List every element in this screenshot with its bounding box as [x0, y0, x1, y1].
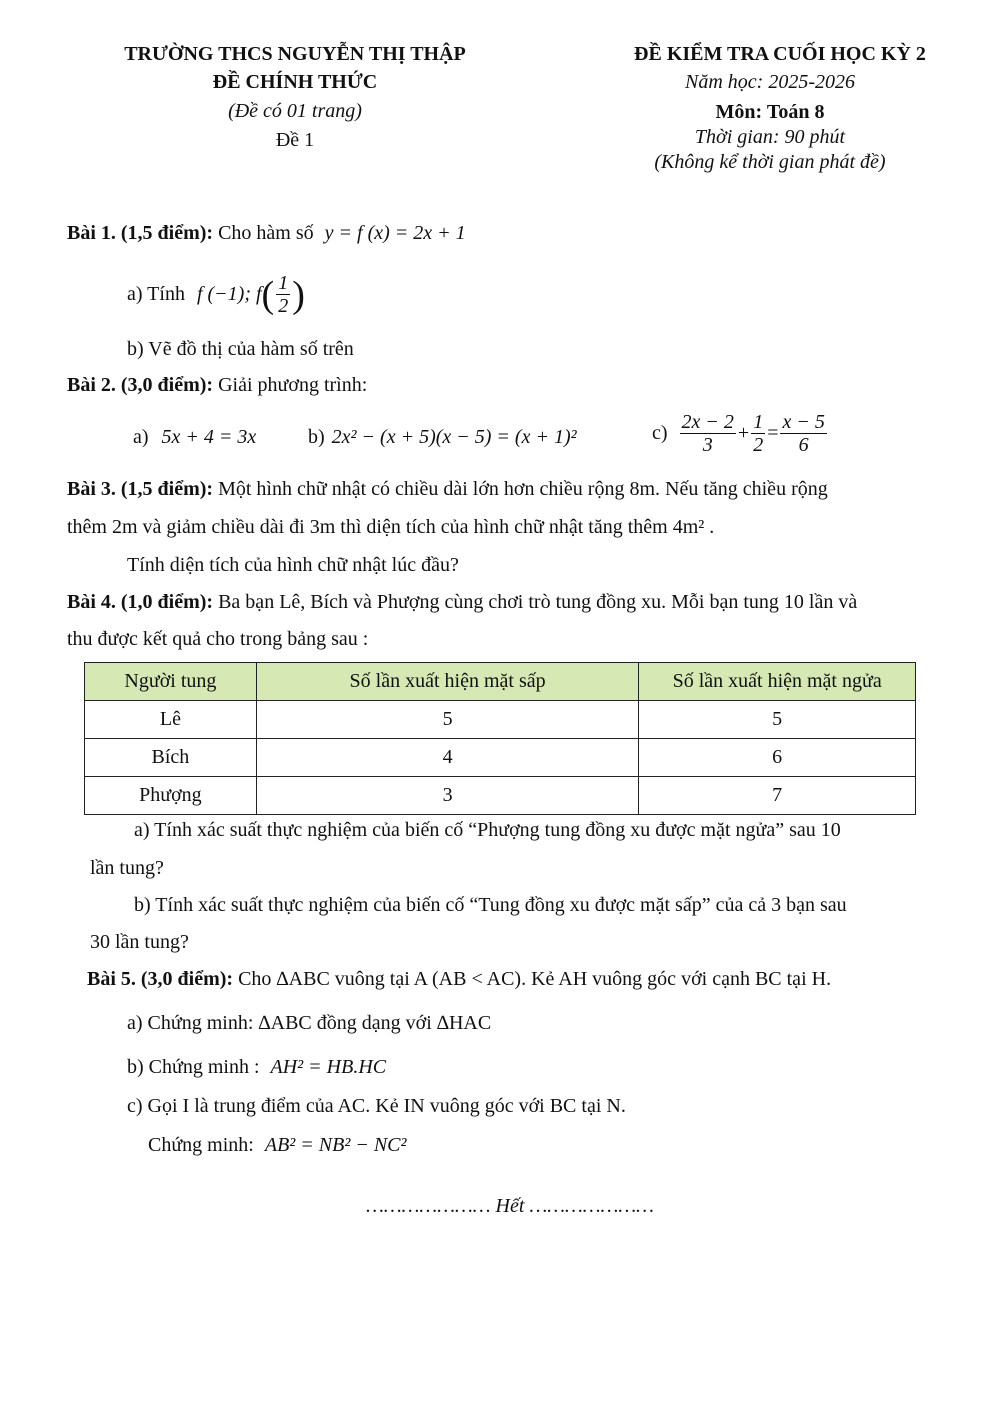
bai1-a-expr: f (−1); f: [196, 283, 262, 305]
fraction-numerator: 1: [278, 272, 289, 294]
bai4-line-2: thu được kết quả cho trong bảng sau :: [67, 628, 369, 650]
fraction-denominator: 6: [798, 434, 809, 456]
fraction-numerator: 1: [753, 411, 764, 433]
table-row: [85, 777, 916, 815]
exam-code: Đề 1: [275, 129, 315, 151]
exam-time: Thời gian: 90 phút: [694, 126, 846, 148]
bai2-part-b: [308, 426, 577, 449]
bai4-part-a-line-2: lần tung?: [90, 857, 164, 879]
table-header-row: [85, 663, 916, 701]
bai2-part-a: [133, 426, 256, 449]
table-row: [85, 739, 916, 777]
table-header: Người tung: [85, 663, 257, 701]
bai5-c-label: Chứng minh:: [148, 1134, 254, 1156]
bai1-text: Cho hàm số: [218, 222, 314, 244]
school-name: TRƯỜNG THCS NGUYỄN THỊ THẬP: [124, 43, 466, 65]
bai1-heading: [67, 222, 466, 245]
fraction-denominator: 2: [753, 434, 764, 456]
bai5-part-c: c) Gọi I là trung điểm của AC. Kẻ IN vuông góc với BC tại N.: [127, 1095, 626, 1117]
bai1-function: y = f (x) = 2x + 1: [324, 222, 466, 244]
end-marker: ………………… Hết …………………: [366, 1195, 654, 1217]
fraction-denominator: 3: [702, 434, 713, 456]
bai2-text: Giải phương trình:: [218, 374, 368, 396]
bai1-a-fraction: [276, 272, 290, 317]
table-cell: 5: [639, 701, 916, 739]
bai2-heading: [67, 374, 367, 397]
table-row: [85, 701, 916, 739]
table-cell: 5: [256, 701, 638, 739]
bai4-part-b-line-2: 30 lần tung?: [90, 931, 189, 953]
bai1-title: Bài 1. (1,5 điểm):: [67, 222, 214, 244]
bai5-part-a: a) Chứng minh: ∆ABC đồng dạng với ∆HAC: [127, 1012, 492, 1034]
bai3-title: Bài 3. (1,5 điểm):: [67, 478, 214, 500]
bai5-text: Cho ∆ABC vuông tại A (AB < AC). Kẻ AH vuông góc với cạnh BC tại H.: [238, 968, 832, 990]
equals-sign: =: [767, 422, 779, 444]
fraction-denominator: 2: [278, 295, 289, 317]
bai2-b-label: b): [308, 426, 325, 448]
bai5-c-expression: AB² = NB² − NC²: [264, 1134, 407, 1156]
page-count: (Đề có 01 trang): [228, 100, 362, 122]
table-cell: 3: [256, 777, 638, 815]
table-cell: Lê: [85, 701, 257, 739]
bai3-line-3: Tính diện tích của hình chữ nhật lúc đầu?: [127, 554, 459, 576]
bai4-heading: [67, 591, 857, 614]
subject: Môn: Toán 8: [715, 101, 825, 123]
bai2-b-equation: 2x² − (x + 5)(x − 5) = (x + 1)²: [331, 426, 577, 448]
table-cell: 4: [256, 739, 638, 777]
bai2-c-fraction-2: [751, 411, 765, 456]
plus-sign: +: [737, 422, 750, 444]
coin-toss-table: [84, 662, 916, 815]
right-paren: ): [292, 273, 305, 316]
bai3-heading: [67, 478, 828, 501]
bai5-b-expression: AH² = HB.HC: [270, 1056, 387, 1078]
table-cell: 7: [639, 777, 916, 815]
table-cell: 6: [639, 739, 916, 777]
bai2-c-fraction-1: [680, 411, 736, 456]
fraction-numerator: x − 5: [782, 411, 825, 433]
bai1-a-label: a) Tính: [127, 283, 185, 305]
bai2-title: Bài 2. (3,0 điểm):: [67, 374, 214, 396]
exam-title: ĐỀ KIỂM TRA CUỐI HỌC KỲ 2: [634, 43, 926, 65]
table-header: Số lần xuất hiện mặt ngửa: [639, 663, 916, 701]
table-cell: Phượng: [85, 777, 257, 815]
bai1-part-b: b) Vẽ đồ thị của hàm số trên: [127, 338, 354, 360]
bai4-line-1: Ba bạn Lê, Bích và Phượng cùng chơi trò tung đồng xu. Mỗi bạn tung 10 lần và: [218, 591, 858, 613]
bai1-part-a: [127, 272, 305, 317]
bai5-title: Bài 5. (3,0 điểm):: [87, 968, 234, 990]
bai4-title: Bài 4. (1,0 điểm):: [67, 591, 214, 613]
bai2-a-equation: 5x + 4 = 3x: [161, 426, 257, 448]
time-note: (Không kể thời gian phát đề): [654, 151, 886, 173]
bai3-line-1: Một hình chữ nhật có chiều dài lớn hơn chiều rộng 8m. Nếu tăng chiều rộng: [218, 478, 828, 500]
bai2-c-label: c): [652, 422, 668, 444]
bai5-heading: [87, 968, 831, 991]
bai3-line-2: thêm 2m và giảm chiều dài đi 3m thì diện tích của hình chữ nhật tăng thêm 4m² .: [67, 516, 715, 538]
bai5-part-c-proof: [148, 1134, 407, 1157]
school-year: Năm học: 2025-2026: [685, 71, 855, 93]
bai2-a-label: a): [133, 426, 149, 448]
bai2-part-c: [652, 411, 829, 456]
bai5-b-label: b) Chứng minh :: [127, 1056, 260, 1078]
table-header: Số lần xuất hiện mặt sấp: [256, 663, 638, 701]
table-cell: Bích: [85, 739, 257, 777]
bai5-part-b: [127, 1056, 386, 1079]
official-label: ĐỀ CHÍNH THỨC: [212, 71, 378, 93]
left-paren: (: [261, 273, 275, 316]
bai4-part-a-line-1: a) Tính xác suất thực nghiệm của biến cố “Phượng tung đồng xu được mặt ngửa” sau 10: [134, 819, 841, 841]
bai4-part-b-line-1: b) Tính xác suất thực nghiệm của biến cố “Tung đồng xu được mặt sấp” của cả 3 bạn sau: [134, 894, 847, 916]
fraction-numerator: 2x − 2: [681, 411, 734, 433]
bai2-c-fraction-3: [780, 411, 826, 456]
